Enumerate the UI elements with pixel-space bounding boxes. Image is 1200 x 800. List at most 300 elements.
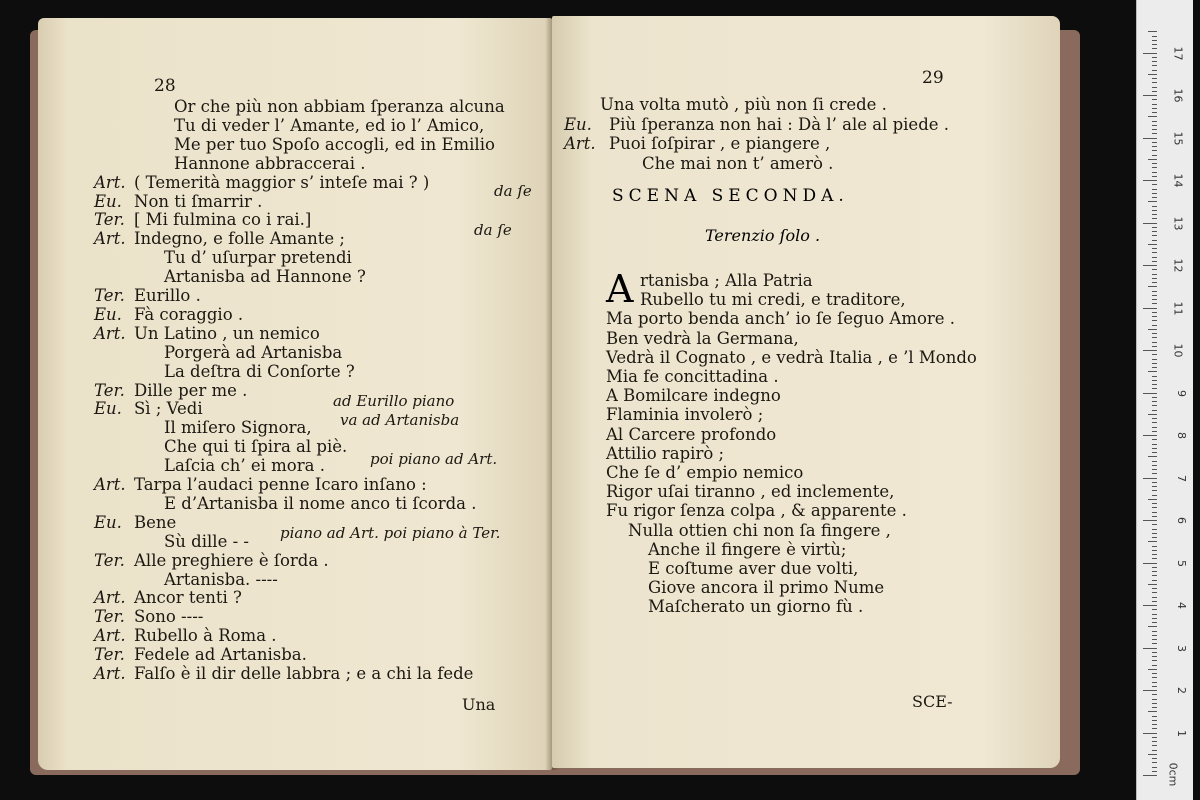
speaker-label: Art. — [94, 588, 126, 608]
speaker-label: Art. — [564, 134, 596, 153]
ruler-tick — [1152, 745, 1157, 746]
text-line: Attilio rapirò ; — [606, 443, 725, 463]
ruler-tick — [1152, 422, 1157, 423]
ruler-tick — [1152, 439, 1157, 440]
text-line — [642, 155, 833, 173]
ruler-tick — [1152, 163, 1157, 164]
ruler-number: 16 — [1171, 88, 1185, 103]
line-text: Rubello à Roma . — [134, 626, 277, 646]
line-text: Ancor tenti ? — [134, 588, 242, 608]
ruler-tick — [1143, 690, 1157, 691]
ruler-tick — [1152, 554, 1157, 555]
ruler-tick — [1152, 660, 1157, 661]
ruler-tick — [1152, 193, 1157, 194]
ruler-tick — [1152, 724, 1157, 725]
ruler-tick — [1148, 626, 1157, 627]
left-page-number: 28 — [154, 76, 176, 96]
text-line — [94, 512, 177, 532]
text-line: Ben vedrà la Germana, — [606, 328, 799, 348]
ruler-tick — [1152, 609, 1157, 610]
text-line — [94, 191, 263, 211]
ruler-number: 14 — [1171, 173, 1185, 188]
ruler-tick — [1152, 490, 1157, 491]
ruler-tick — [1152, 482, 1157, 483]
ruler-tick — [1152, 716, 1157, 717]
text-line — [164, 249, 352, 267]
speaker-label: Eu. — [94, 399, 122, 419]
text-line — [94, 304, 244, 324]
ruler-number: 6 — [1175, 517, 1188, 524]
ruler-tick — [1148, 414, 1157, 415]
ruler-tick — [1152, 546, 1157, 547]
ruler-tick — [1152, 516, 1157, 517]
line-text: Artanisba. ---- — [164, 569, 278, 589]
text-line — [164, 533, 249, 551]
text-line — [94, 286, 201, 305]
ruler-number: 12 — [1171, 258, 1185, 273]
ruler-tick — [1143, 138, 1157, 139]
ruler-tick — [1152, 150, 1157, 151]
ruler-tick — [1152, 282, 1157, 283]
catchword: SCE- — [912, 692, 953, 711]
ruler-tick — [1152, 618, 1157, 619]
text-line — [94, 607, 204, 627]
ruler-tick — [1152, 767, 1157, 768]
text-line: Flaminia involerò ; — [606, 405, 764, 425]
stage-direction: poi piano ad Art. — [370, 450, 498, 468]
text-line — [164, 268, 366, 286]
text-line — [564, 114, 950, 134]
stage-direction: va ad Artanisba — [340, 411, 460, 429]
ruler-tick — [1152, 36, 1157, 37]
ruler-tick — [1148, 371, 1157, 372]
ruler-tick — [1152, 82, 1157, 83]
line-text: Più ſperanza non hai : Dà l’ ale al piede . — [609, 114, 950, 134]
ruler-number: 3 — [1175, 644, 1188, 652]
line-text: Sono ---- — [134, 607, 204, 627]
ruler-tick — [1152, 682, 1157, 683]
ruler-number: 8 — [1175, 432, 1188, 439]
ruler-tick — [1152, 469, 1157, 470]
ruler-tick — [1152, 125, 1157, 126]
ruler-tick — [1152, 452, 1157, 453]
line-text: Il miſero Signora, — [164, 418, 312, 438]
measuring-ruler — [1136, 0, 1193, 800]
ruler-tick — [1152, 558, 1157, 559]
ruler-tick — [1152, 401, 1157, 402]
ruler-tick — [1152, 639, 1157, 640]
ruler-tick — [1152, 325, 1157, 326]
ruler-tick — [1152, 597, 1157, 598]
ruler-tick — [1152, 44, 1157, 45]
drop-cap: A — [606, 267, 634, 311]
ruler-tick — [1143, 435, 1157, 436]
text-line — [94, 229, 345, 249]
line-text: Fedele ad Artanisba. — [134, 645, 307, 665]
line-text: Or che più non abbiam ſperanza alcuna — [174, 97, 505, 116]
ruler-tick — [1152, 78, 1157, 79]
text-line — [174, 136, 495, 154]
ruler-tick — [1152, 354, 1157, 355]
ruler-tick — [1152, 274, 1157, 275]
stage-direction: piano ad Art. poi piano à Ter. — [280, 524, 501, 542]
ruler-tick — [1152, 189, 1157, 190]
ruler-tick — [1152, 172, 1157, 173]
ruler-tick — [1152, 133, 1157, 134]
ruler-number: 1 — [1175, 729, 1188, 737]
line-text: Me per tuo Spoſo accogli, ed in Emilio — [174, 134, 495, 154]
text-line — [164, 571, 278, 589]
scene-heading: SCENA SECONDA. — [612, 186, 849, 206]
ruler-tick — [1152, 635, 1157, 636]
text-line — [164, 344, 342, 362]
text-line: Che ſe d’ empio nemico — [606, 463, 804, 482]
line-text: Un Latino , un nemico — [134, 323, 320, 343]
speaker-label: Art. — [94, 229, 126, 249]
line-text: Sì ; Vedi — [134, 399, 203, 419]
ruler-number: 4 — [1175, 602, 1188, 609]
speaker-label: Ter. — [94, 380, 125, 400]
ruler-tick — [1152, 665, 1157, 666]
line-text: Che mai non t’ amerò . — [642, 153, 834, 173]
text-line: E coſtume aver due volti, — [648, 559, 859, 578]
ruler-tick — [1152, 142, 1157, 143]
speaker-label: Ter. — [94, 286, 125, 305]
text-line: Nulla ottien chi non ſa fingere , — [628, 520, 891, 540]
line-text: Hannone abbraccerai . — [174, 153, 366, 173]
ruler-tick — [1148, 201, 1157, 202]
ruler-tick — [1152, 507, 1157, 508]
ruler-number: 7 — [1175, 474, 1188, 482]
ruler-tick — [1152, 524, 1157, 525]
ruler-tick — [1148, 74, 1157, 75]
ruler-tick — [1152, 197, 1157, 198]
ruler-tick — [1152, 303, 1157, 304]
line-text: Tu di veder l’ Amante, ed io l’ Amico, — [174, 115, 485, 135]
ruler-tick — [1152, 673, 1157, 674]
ruler-tick — [1152, 461, 1157, 462]
ruler-tick — [1152, 686, 1157, 687]
ruler-tick — [1152, 210, 1157, 211]
ruler-tick — [1148, 329, 1157, 330]
text-line: rtanisba ; Alla Patria — [640, 271, 813, 290]
text-line — [164, 363, 355, 381]
right-page — [552, 16, 1060, 768]
line-text: Laſcia ch’ ei mora . — [164, 456, 325, 476]
ruler-unit-label: 0cm — [1166, 762, 1180, 787]
ruler-tick — [1152, 631, 1157, 632]
ruler-tick — [1152, 397, 1157, 398]
line-text: Falſo è il dir delle labbra ; e a chi la fede — [134, 664, 474, 683]
ruler-tick — [1152, 269, 1157, 270]
ruler-tick — [1143, 308, 1157, 309]
ruler-tick — [1152, 762, 1157, 763]
text-line: Anche il fingere è virtù; — [648, 539, 847, 559]
ruler-number: 10 — [1171, 343, 1185, 358]
speaker-label: Ter. — [94, 550, 125, 570]
line-text: Una volta mutò , più non ſi crede . — [600, 95, 887, 114]
speaker-label: Art. — [94, 664, 126, 683]
ruler-tick — [1152, 235, 1157, 236]
ruler-tick — [1152, 737, 1157, 738]
ruler-tick — [1152, 342, 1157, 343]
ruler-tick — [1152, 427, 1157, 428]
ruler-tick — [1143, 648, 1157, 649]
ruler-tick — [1152, 214, 1157, 215]
ruler-tick — [1148, 754, 1157, 755]
ruler-tick — [1143, 478, 1157, 479]
line-text: Non ti ſmarrir . — [134, 191, 263, 211]
ruler-tick — [1152, 694, 1157, 695]
ruler-tick — [1152, 333, 1157, 334]
text-line — [94, 210, 312, 230]
ruler-tick — [1152, 367, 1157, 368]
ruler-tick — [1152, 643, 1157, 644]
ruler-tick — [1143, 563, 1157, 564]
ruler-tick — [1148, 669, 1157, 670]
ruler-tick — [1152, 652, 1157, 653]
ruler-tick — [1152, 129, 1157, 130]
ruler-tick — [1152, 465, 1157, 466]
ruler-tick — [1152, 614, 1157, 615]
speaker-label: Eu. — [94, 191, 122, 211]
scene-subheading: Terenzio ſolo . — [705, 226, 821, 245]
ruler-tick — [1143, 95, 1157, 96]
ruler-tick — [1152, 295, 1157, 296]
speaker-label: Art. — [94, 323, 126, 343]
text-line — [164, 495, 477, 513]
ruler-tick — [1152, 533, 1157, 534]
text-line: Mia fe concittadina . — [606, 367, 779, 386]
ruler-tick — [1152, 741, 1157, 742]
text-line — [174, 98, 505, 116]
ruler-tick — [1152, 750, 1157, 751]
line-text: Fà coraggio . — [134, 304, 244, 324]
right-page-number: 29 — [922, 68, 944, 88]
line-text: Tu d’ uſurpar pretendi — [164, 248, 352, 268]
ruler-tick — [1148, 456, 1157, 457]
line-text: ( Temerità maggior s’ inteſe mai ? ) — [134, 172, 430, 192]
ruler-tick — [1152, 65, 1157, 66]
ruler-tick — [1148, 244, 1157, 245]
ruler-tick — [1152, 112, 1157, 113]
stage-direction: ad Eurillo piano — [333, 392, 455, 410]
text-line — [164, 438, 347, 456]
ruler-tick — [1152, 405, 1157, 406]
ruler-tick — [1152, 703, 1157, 704]
ruler-tick — [1152, 384, 1157, 385]
ruler-tick — [1143, 520, 1157, 521]
text-line: Rubello tu mi credi, e traditore, — [640, 290, 906, 310]
line-text: Che qui ti ſpira al piè. — [164, 437, 348, 457]
ruler-tick — [1152, 299, 1157, 300]
text-line: Giove ancora il primo Nume — [648, 578, 885, 598]
ruler-tick — [1152, 537, 1157, 538]
ruler-tick — [1152, 380, 1157, 381]
text-line: Maſcherato un giorno fù . — [648, 597, 864, 617]
ruler-tick — [1152, 252, 1157, 253]
ruler-tick — [1152, 40, 1157, 41]
ruler-tick — [1152, 571, 1157, 572]
ruler-tick — [1152, 70, 1157, 71]
ruler-tick — [1152, 771, 1157, 772]
line-text: La deſtra di Conſorte ? — [164, 361, 355, 381]
text-line — [164, 419, 312, 437]
ruler-tick — [1152, 448, 1157, 449]
line-text: Eurillo . — [134, 286, 201, 305]
ruler-tick — [1152, 431, 1157, 432]
ruler-tick — [1152, 410, 1157, 411]
line-text: [ Mi fulmina co i rai.] — [134, 210, 312, 230]
ruler-tick — [1152, 495, 1157, 496]
ruler-tick — [1152, 720, 1157, 721]
line-text: Indegno, e folle Amante ; — [134, 229, 345, 249]
line-text: Porgerà ad Artanisba — [164, 342, 343, 362]
ruler-number: 9 — [1175, 389, 1188, 397]
ruler-tick — [1143, 775, 1157, 776]
speaker-label: Eu. — [94, 304, 122, 324]
line-text: Dille per me . — [134, 380, 248, 400]
ruler-tick — [1152, 601, 1157, 602]
text-line — [94, 475, 427, 494]
ruler-tick — [1148, 584, 1157, 585]
ruler-number: 13 — [1171, 216, 1185, 230]
catchword: Una — [462, 695, 496, 714]
text-line: Ma porto benda anch’ io ſe ſeguo Amore . — [606, 309, 956, 329]
ruler-number: 11 — [1171, 301, 1185, 315]
ruler-number: 15 — [1171, 131, 1185, 145]
text-line: Rigor uſai tiranno , ed inclemente, — [606, 482, 895, 502]
ruler-tick — [1152, 728, 1157, 729]
ruler-tick — [1152, 656, 1157, 657]
ruler-tick — [1152, 320, 1157, 321]
speaker-label: Art. — [94, 475, 126, 494]
ruler-tick — [1152, 155, 1157, 156]
ruler-tick — [1152, 359, 1157, 360]
ruler-tick — [1148, 541, 1157, 542]
ruler-tick — [1143, 393, 1157, 394]
ruler-tick — [1152, 418, 1157, 419]
ruler-tick — [1152, 261, 1157, 262]
text-line: Vedrà il Cognato , e vedrà Italia , e ’l Mondo — [606, 347, 977, 367]
ruler-tick — [1152, 512, 1157, 513]
text-line: A Bomilcare indegno — [606, 386, 781, 406]
ruler-tick — [1152, 99, 1157, 100]
ruler-tick — [1152, 575, 1157, 576]
text-line — [94, 380, 248, 400]
text-line — [94, 664, 474, 683]
ruler-tick — [1152, 57, 1157, 58]
speaker-label: Ter. — [94, 645, 125, 665]
ruler-tick — [1152, 337, 1157, 338]
ruler-tick — [1152, 758, 1157, 759]
ruler-tick — [1152, 588, 1157, 589]
ruler-tick — [1152, 104, 1157, 105]
text-line — [164, 457, 325, 475]
ruler-tick — [1152, 108, 1157, 109]
text-line — [174, 117, 484, 135]
text-line — [94, 172, 430, 192]
text-line — [174, 155, 365, 173]
text-line — [94, 399, 203, 419]
ruler-number: 5 — [1175, 559, 1188, 567]
ruler-tick — [1152, 146, 1157, 147]
ruler-tick — [1152, 529, 1157, 530]
text-line — [94, 323, 320, 343]
speaker-label: Ter. — [94, 210, 125, 230]
ruler-tick — [1152, 257, 1157, 258]
speaker-label: Art. — [94, 626, 126, 646]
text-line — [94, 626, 277, 646]
ruler-tick — [1152, 592, 1157, 593]
ruler-tick — [1152, 486, 1157, 487]
ruler-tick — [1143, 180, 1157, 181]
ruler-tick — [1152, 167, 1157, 168]
ruler-tick — [1152, 444, 1157, 445]
text-line — [600, 96, 887, 114]
stage-direction: da ſe — [474, 221, 512, 239]
ruler-tick — [1152, 278, 1157, 279]
line-text: Sù dille - - — [164, 531, 249, 551]
stage-direction: da ſe — [494, 182, 532, 200]
speaker-label: Eu. — [564, 114, 592, 134]
line-text: Bene — [134, 512, 177, 532]
ruler-tick — [1152, 346, 1157, 347]
ruler-tick — [1152, 121, 1157, 122]
ruler-tick — [1143, 350, 1157, 351]
ruler-tick — [1152, 218, 1157, 219]
ruler-tick — [1152, 206, 1157, 207]
ruler-tick — [1152, 580, 1157, 581]
ruler-tick — [1152, 61, 1157, 62]
ruler-tick — [1148, 159, 1157, 160]
line-text: Alle preghiere è ſorda . — [134, 550, 329, 570]
ruler-tick — [1143, 53, 1157, 54]
ruler-tick — [1152, 503, 1157, 504]
line-text: Tarpa l’audaci penne Icaro inſano : — [134, 475, 427, 494]
speaker-label: Ter. — [94, 607, 125, 627]
ruler-tick — [1152, 91, 1157, 92]
ruler-tick — [1152, 48, 1157, 49]
line-text: Puoi ſoſpirar , e piangere , — [609, 134, 831, 153]
left-page — [38, 18, 552, 770]
ruler-tick — [1148, 286, 1157, 287]
ruler-tick — [1148, 711, 1157, 712]
ruler-tick — [1152, 231, 1157, 232]
line-text: E d’Artanisba il nome anco ti ſcorda . — [164, 493, 477, 513]
ruler-tick — [1152, 388, 1157, 389]
ruler-tick — [1148, 31, 1157, 32]
ruler-tick — [1152, 363, 1157, 364]
text-line — [94, 550, 329, 570]
ruler-tick — [1143, 605, 1157, 606]
ruler-tick — [1152, 376, 1157, 377]
ruler-tick — [1152, 87, 1157, 88]
ruler-tick — [1152, 622, 1157, 623]
speaker-label: Eu. — [94, 512, 122, 532]
ruler-tick — [1152, 176, 1157, 177]
line-text: Artanisba ad Hannone ? — [164, 267, 366, 287]
ruler-tick — [1152, 240, 1157, 241]
text-line — [94, 588, 242, 608]
ruler-tick — [1148, 499, 1157, 500]
ruler-tick — [1152, 677, 1157, 678]
text-line — [94, 645, 307, 665]
ruler-tick — [1152, 567, 1157, 568]
ruler-tick — [1152, 312, 1157, 313]
ruler-tick — [1152, 248, 1157, 249]
ruler-tick — [1152, 184, 1157, 185]
